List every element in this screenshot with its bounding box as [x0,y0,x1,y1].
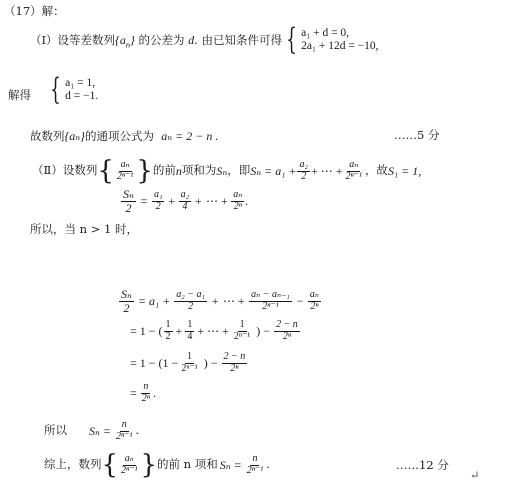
so2-label: 所以 [44,423,67,438]
part2-Sn: Sₙ [216,164,228,178]
part2-end: ，故 [364,163,388,178]
d4-frac: $\frac{n}{\text{2ⁿ}}$ [141,381,150,404]
d1-a1: = a₁ + [137,294,171,309]
solve-eq2: d = −1. [65,89,99,102]
part1-label: （Ⅰ）设等差数列 [30,33,116,47]
derivation-line-2 [130,320,301,342]
part1-seq: $\{a_n\}$ [115,33,135,50]
d3-close: ) − [203,356,218,370]
solve-system [46,72,99,107]
general-mid: 的通项公式为 [84,129,154,143]
so2-end: . [135,423,140,438]
right-curly-icon: } [140,450,158,480]
d4-start: = [130,386,137,400]
return-mark-icon: ↵ [470,468,480,482]
d2-dots: + ⋯ + [197,324,229,338]
d1-minus: − [295,294,304,309]
conclusion-end: . [266,457,270,472]
d2-start: = 1 − ( [130,324,163,338]
score-5: ……5 分 [394,128,440,142]
d1-frac1: $\frac{\text{a₂ − a₁}}{2}$ [176,289,205,312]
d4-end: . [152,386,156,400]
part2-mid: 的前 [152,163,176,178]
part2-mid2: 项和为 [181,163,217,178]
d2-frac1: $\frac{1}{2}$ [165,319,171,342]
left-brace-icon: { [286,22,297,57]
general-formula-line [30,130,218,143]
derivation-line-3 [130,352,248,374]
score-12: ……12 分 [396,458,449,472]
d2-plus: + [175,324,183,338]
half-end: . [245,194,249,209]
so2-frac: $\frac{n}{\text{2ⁿ⁻¹}}$ [115,419,133,442]
d3-start: = 1 − (1 − [130,356,179,370]
general-seq: {aₙ} [64,129,85,143]
d3-frac2: $\frac{2 - n}{\text{2ⁿ}}$ [223,351,246,374]
part1-d: d [188,33,195,47]
part2-formula-lhs: Sₙ = a₁ + [250,164,297,178]
d1-frac3: $\frac{\text{aₙ}}{\text{2ⁿ}}$ [309,289,319,312]
left-curly-icon: { [97,156,114,186]
part1-system [282,22,379,57]
part2-mid3: ，即 [227,163,251,178]
conclusion-frac: $\frac{n}{\text{2ⁿ⁻¹}}$ [246,453,264,476]
frac-an-2n: $\frac{\text{aₙ}}{\text{2ⁿ}}$ [233,189,243,212]
d2-frac2: $\frac{1}{4}$ [187,319,193,342]
frac-an-2n1: $\frac{\text{aₙ}}{\text{2ⁿ⁻¹}}$ [345,159,362,182]
part2-dots: + ⋯ + [310,164,343,178]
part1-mid: 的公差为 [138,33,185,47]
d2-close: ) − [256,324,271,338]
part1-rest: . 由已知条件可得 [194,33,282,47]
d2-frac3: $\frac{1}{\text{2ⁿ⁻¹}}$ [233,319,251,342]
part2-label: （Ⅱ）设数列 [32,163,98,178]
conclusion-mid: 的前 n 项和 [157,457,218,472]
d1-dots: + ⋯ + [210,294,246,309]
part2-line [32,158,421,184]
frac-a1-2: $\frac{\text{a₁}}{2}$ [153,189,163,212]
system-eq1: a₁ + d = 0, [301,27,350,39]
d2-frac4: $\frac{2 - n}{\text{2ⁿ}}$ [276,319,298,342]
half-dots: + ⋯ + [194,194,229,209]
right-curly-icon: } [136,156,153,186]
left-brace-icon: { [50,72,61,107]
so-line: 所以，当 n > 1 时， [30,222,138,236]
conclusion-lhs: Sₙ = [219,458,242,472]
seq-frac: $\frac{\text{aₙ}}{\text{2ⁿ⁻¹}}$ [116,159,134,182]
frac-a2-4: $\frac{\text{a₂}}{4}$ [180,189,190,212]
solve-label: 解得 [8,88,31,102]
general-text: 故数列 [30,129,65,143]
solve-eq1: a₁ = 1, [65,77,96,89]
derivation-line-4 [130,382,156,404]
frac-a2-2: $\frac{\text{a₂}}{2}$ [299,159,308,182]
left-curly-icon: { [101,450,119,480]
derivation-line-1 [118,288,322,314]
part2-S1: S₁ = 1, [387,164,422,178]
so2-line [44,420,139,442]
system-eq2: 2a₁ + 12d = −10, [301,39,379,52]
d3-frac1: $\frac{1}{\text{2ⁿ⁻¹}}$ [181,351,198,374]
d1-frac2: $\frac{\text{aₙ − aₙ₋₁}}{\text{2ⁿ⁻¹}}$ [251,289,290,312]
part1-statement [30,34,282,50]
conclusion-seq-frac: $\frac{\text{aₙ}}{\text{2ⁿ⁻¹}}$ [121,453,138,476]
frac-Sn-2-b: $\frac{\text{Sₙ}}{2}$ [121,287,132,315]
frac-Sn-2: $\frac{\text{Sₙ}}{2}$ [123,187,134,215]
half-sum-line: $\frac{\text{Sₙ}}{2}$ = $\frac{\text{a₁}}{2}$ + $\frac{\text{a₂}}{4}$ + ⋯ + $\frac{\text{aₙ}}{\text{2ⁿ}}$ . [123,187,249,215]
part2-n: n [175,164,182,178]
conclusion-line [44,452,270,478]
general-formula: aₙ = 2 − n . [161,129,219,143]
eq-sign: = [139,194,148,209]
conclusion-label: 综上，数列 [44,457,102,472]
so2-lhs: Sₙ = [89,424,111,438]
problem-header: （17）解： [4,4,65,18]
